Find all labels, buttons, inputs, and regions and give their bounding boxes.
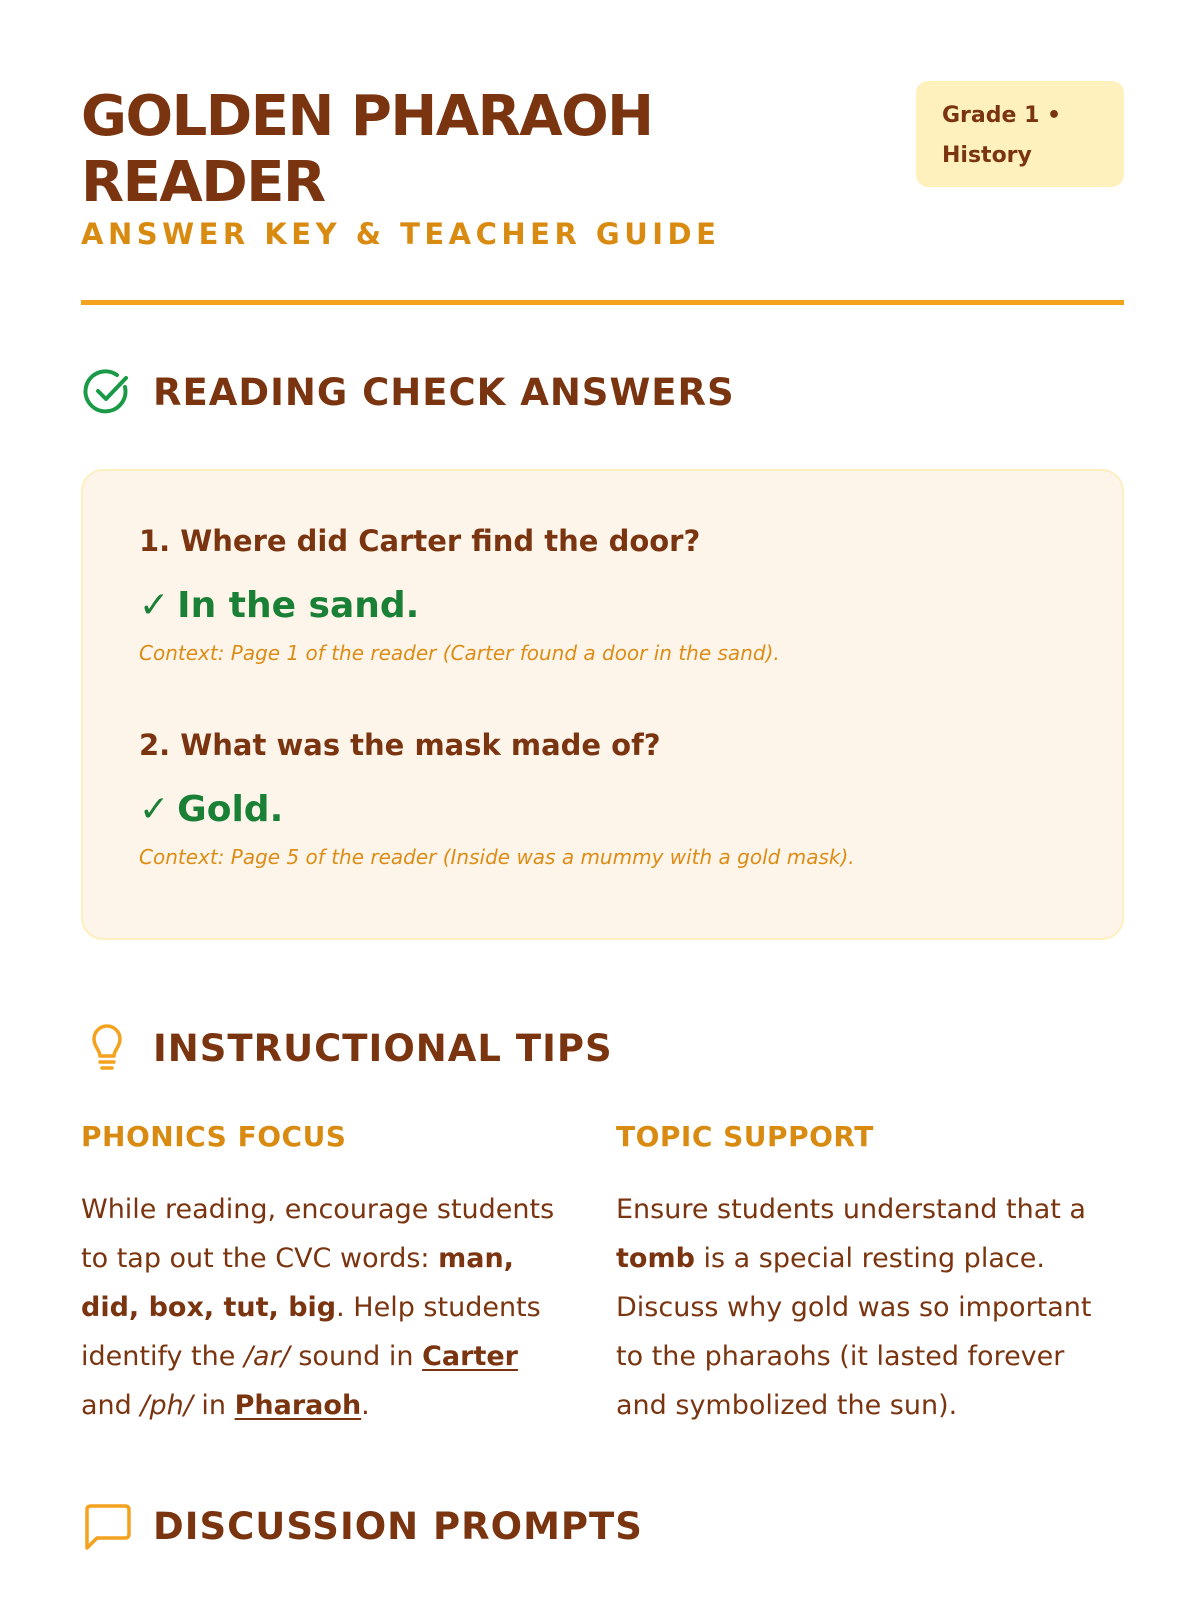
badge-grade: Grade 1 • <box>942 103 1062 128</box>
question-text: 2. What was the mask made of? <box>139 728 661 762</box>
answer-context: Context: Page 5 of the reader (Inside was a mummy with a gold mask). <box>139 845 855 869</box>
answer-value: In the sand. <box>177 585 420 626</box>
reading-check-heading <box>81 366 735 418</box>
discussion-prompts-heading <box>81 1500 643 1552</box>
phonics-focus-heading: PHONICS FOCUS <box>81 1120 347 1153</box>
header-divider <box>81 300 1124 305</box>
cvc-words: man, did, box, tut, big <box>81 1243 514 1323</box>
page-subtitle: ANSWER KEY & TEACHER GUIDE <box>81 217 721 251</box>
instructional-tips-heading <box>81 1022 613 1074</box>
speech-bubble-icon <box>81 1500 133 1552</box>
check-mark-icon: ✓ <box>139 789 170 830</box>
answer-item <box>139 521 1079 667</box>
section-title: READING CHECK ANSWERS <box>153 370 735 414</box>
badge-subject: History <box>942 143 1032 168</box>
answer-text <box>139 787 1079 833</box>
phonics-focus-text: While reading, encourage students to tap out the CVC words: man, did, box, tut, big. Help students identify the /ar/ sound in Carter and /ph/ in Pharaoh. <box>81 1194 555 1421</box>
phonics-focus-column <box>81 1117 571 1430</box>
topic-support-text: Ensure students understand that a tomb is a special resting place. Discuss why gold was so important to the pharaohs (it lasted forever and symbolized the sun). <box>616 1194 1092 1421</box>
underlined-word-pharaoh: Pharaoh <box>234 1390 362 1421</box>
underlined-word-carter: Carter <box>422 1341 518 1372</box>
section-title: INSTRUCTIONAL TIPS <box>153 1026 613 1070</box>
answers-box <box>81 469 1124 940</box>
topic-support-column <box>616 1117 1106 1430</box>
check-mark-icon: ✓ <box>139 585 170 626</box>
page-title: GOLDEN PHARAOH READER <box>81 84 653 215</box>
topic-support-heading: TOPIC SUPPORT <box>616 1120 874 1153</box>
answer-text <box>139 583 1079 629</box>
section-title: DISCUSSION PROMPTS <box>153 1504 643 1548</box>
tomb-term: tomb <box>616 1243 695 1274</box>
grade-subject-badge <box>916 81 1124 187</box>
answer-value: Gold. <box>177 789 284 830</box>
answer-context: Context: Page 1 of the reader (Carter found a door in the sand). <box>139 641 780 665</box>
page-header <box>81 84 1124 308</box>
answer-item <box>139 725 1079 871</box>
lightbulb-icon <box>81 1022 133 1074</box>
question-text: 1. Where did Carter find the door? <box>139 524 701 558</box>
check-circle-icon <box>81 366 133 418</box>
